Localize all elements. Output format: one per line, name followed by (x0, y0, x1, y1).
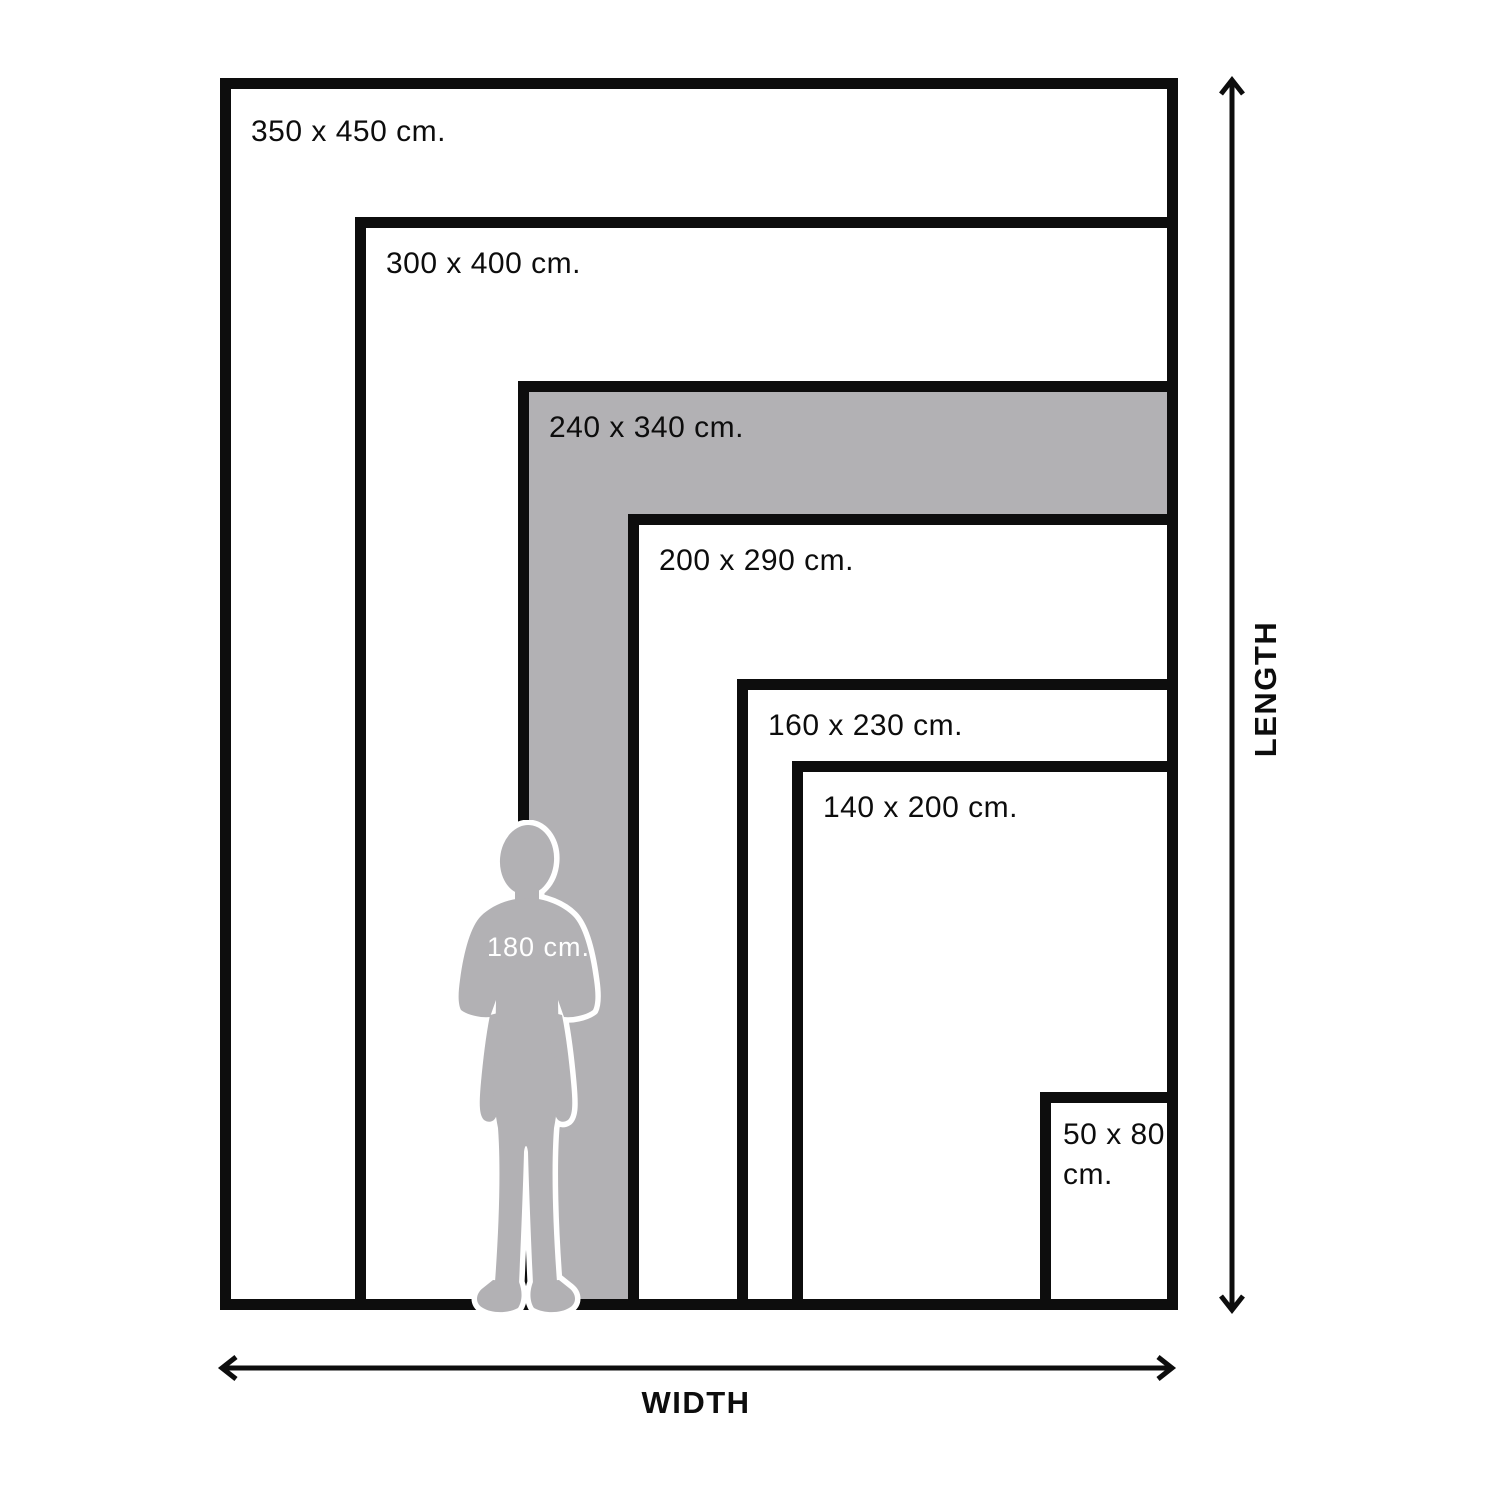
size-label-160x230: 160 x 230 cm. (768, 709, 963, 742)
size-label-350x450: 350 x 450 cm. (251, 115, 446, 148)
length-axis-label: LENGTH (1248, 620, 1283, 758)
length-axis-arrow-icon (1212, 68, 1252, 1322)
width-axis-label: WIDTH (641, 1385, 751, 1420)
size-label-300x400: 300 x 400 cm. (386, 247, 581, 280)
person-height-label: 180 cm. (487, 932, 591, 962)
size-label-50x80: 50 x 80 cm. (1063, 1118, 1165, 1191)
size-rect-50x80 (1040, 1092, 1178, 1310)
width-axis-arrow-icon (210, 1348, 1184, 1388)
person-silhouette-icon (443, 820, 609, 1322)
size-label-200x290: 200 x 290 cm. (659, 544, 854, 577)
size-label-140x200: 140 x 200 cm. (823, 791, 1018, 824)
size-label-240x340: 240 x 340 cm. (549, 411, 744, 444)
